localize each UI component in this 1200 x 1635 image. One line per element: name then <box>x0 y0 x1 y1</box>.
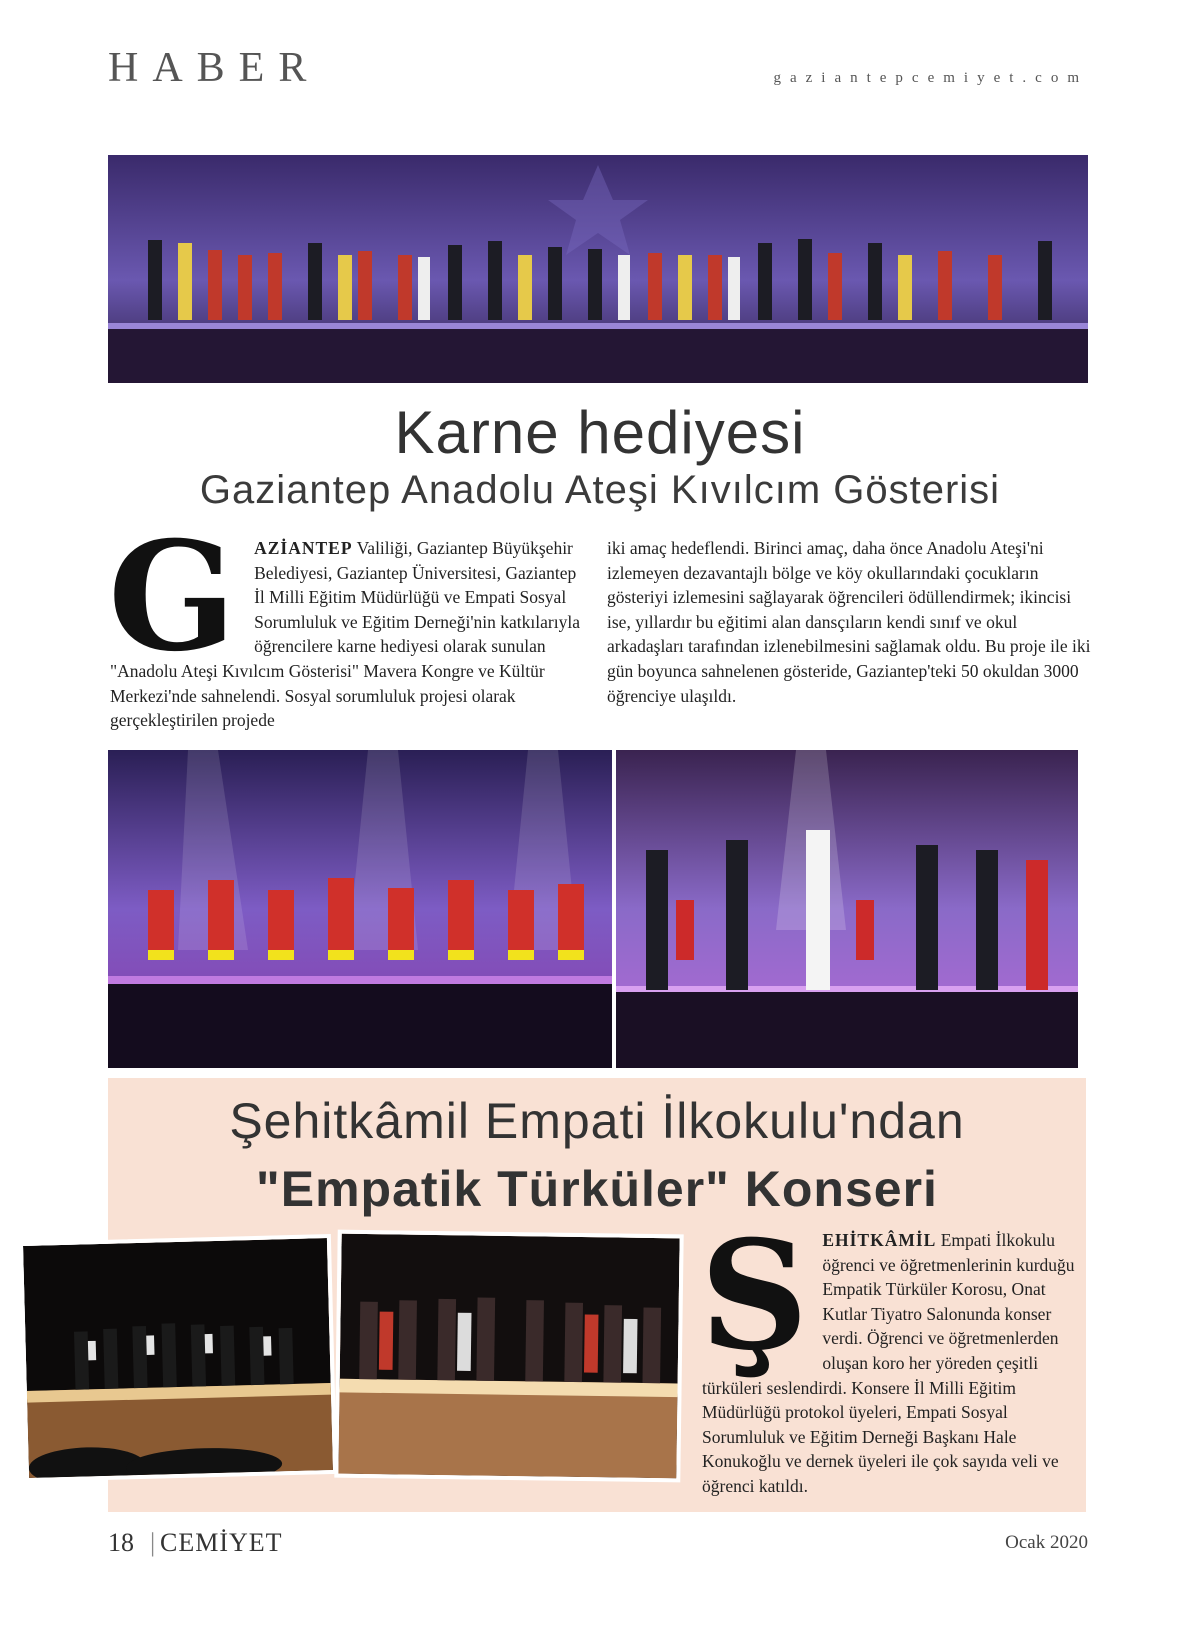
stage-group-photo <box>108 155 1088 383</box>
article-column-right <box>607 536 1095 708</box>
concert-lead-word: EHİTKÂMİL <box>822 1230 937 1250</box>
concert-body-text: Empati İlkokulu öğrenci ve öğretmenlerinin kurduğu Empatik Türküler Korosu, Onat Kutlar Tiyatro Salonunda konser verdi. Öğrenci ve öğretmenlerden oluşan koro her yöreden çeşitli türküleri seslendirdi. Konsere İl Milli Eğitim Müdürlüğü protokol üyeleri, Empati Sosyal Sorumluluk ve Eğitim Derneği Başkanı Hale Konukoğlu ve dernek üyeleri ile çok sayıda veli ve öğrenci katıldı. <box>702 1230 1075 1496</box>
concert-title-rest: Konseri <box>729 1161 938 1217</box>
concert-title-line2 <box>108 1160 1086 1218</box>
article-subtitle: Gaziantep Anadolu Ateşi Kıvılcım Gösterisi <box>199 468 1001 512</box>
concert-article-text <box>700 1208 1082 1499</box>
site-url: gaziantepcemiyet.com <box>773 70 1088 86</box>
drop-cap-s: Ş <box>700 1208 809 1384</box>
magazine-name: CEMİYET <box>160 1528 283 1557</box>
choir-photo <box>19 1234 337 1482</box>
page-number: 18 <box>108 1528 134 1557</box>
article-column-left <box>108 509 580 733</box>
group-award-photo <box>334 1230 683 1483</box>
section-label: HABER <box>108 45 321 91</box>
concert-title-line1: Şehitkâmil Empati İlkokulu'ndan <box>229 1093 965 1149</box>
footer-separator: | <box>150 1528 156 1557</box>
dance-photo-left <box>108 750 612 1068</box>
column-right-text: iki amaç hedeflendi. Birinci amaç, daha önce Anadolu Ateşi'ni izlemeyen dezavantajlı bölge ve köy okullarındaki çocukların gösteriyi izlemesini sağlayarak öğrencileri ödüllendirmek; ikincisi ise, yıllardır bu eğitimi alan dansçıların kendi sınıf ve okul arkadaşları tarafından izlenebilmesini sağlamak oldu. Bu proje ile iki gün boyunca sahnelenen gösteride, Gaziantep'teki 50 okuldan 3000 öğrenciye ulaşıldı. <box>607 538 1091 706</box>
lead-word: AZİANTEP <box>254 538 353 558</box>
article-title: Karne hediyesi <box>394 399 806 466</box>
dance-photo-right <box>616 750 1078 1068</box>
issue-date: Ocak 2020 <box>1005 1532 1088 1553</box>
drop-cap: G <box>108 509 237 685</box>
column-left-text: Valiliği, Gaziantep Büyükşehir Belediyesi, Gaziantep Üniversitesi, Gaziantep İl Milli Eğitim Müdürlüğü ve Empati Sosyal Sorumluluk ve Eğitim Derneği'nin katkılarıyla öğrencilere karne hediyesi olarak sunulan "Anadolu Ateşi Kıvılcım Gösterisi" Mavera Kongre ve Kültür Merkezi'nde sahnelendi. Sosyal sorumluluk projesi olarak gerçekleştirilen projede <box>110 538 580 731</box>
concert-title-strong: "Empatik Türküler" <box>256 1161 730 1217</box>
